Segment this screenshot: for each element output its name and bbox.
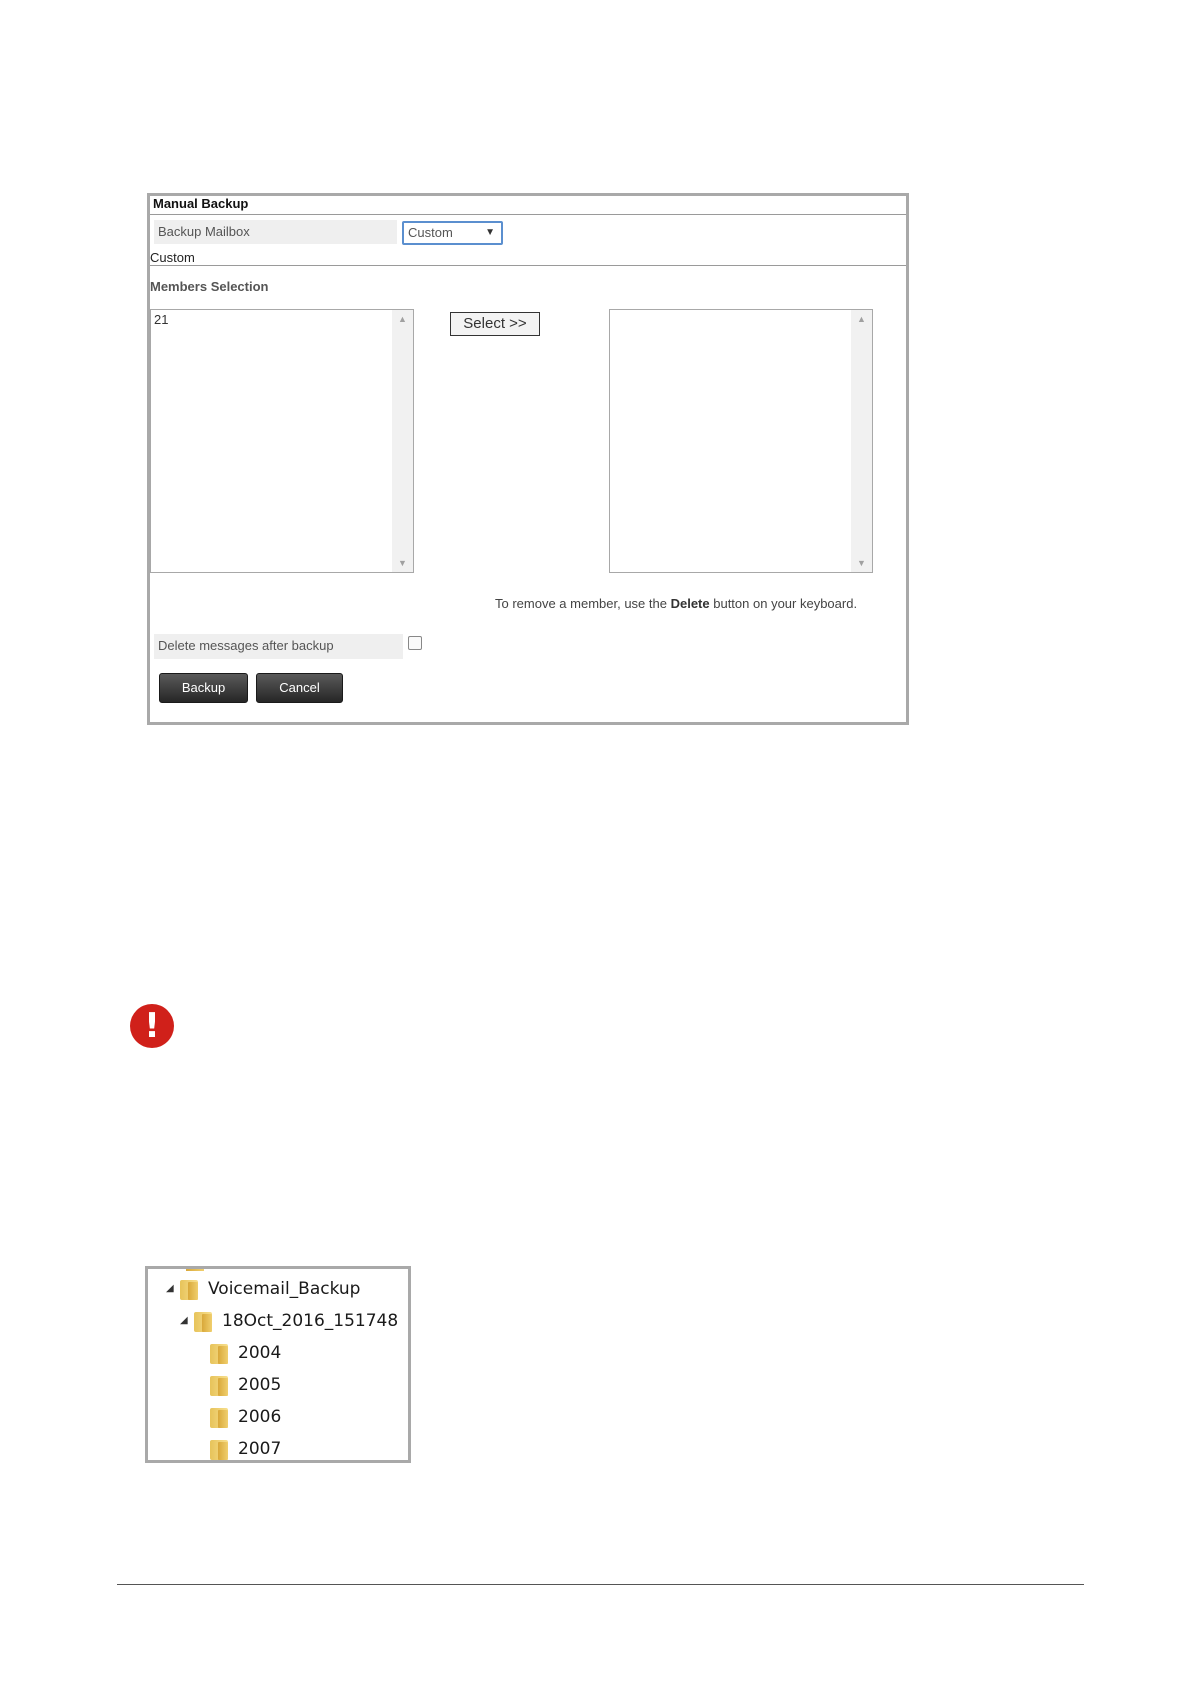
- chevron-down-icon: ▼: [485, 227, 495, 238]
- exclamation-circle-icon: !: [130, 1004, 174, 1048]
- tree-item-2005[interactable]: [210, 1371, 281, 1399]
- list-item[interactable]: 21: [154, 312, 169, 327]
- folder-icon: [186, 1266, 204, 1271]
- select-button[interactable]: Select >>: [450, 312, 540, 336]
- tree-item-label: 2004: [238, 1343, 282, 1363]
- folder-icon: [180, 1278, 200, 1300]
- folder-icon: [210, 1406, 230, 1428]
- folder-icon: [210, 1342, 230, 1364]
- folder-icon: [210, 1374, 230, 1396]
- scroll-down-icon[interactable]: ▼: [857, 558, 866, 568]
- selected-members-scrollbar[interactable]: [851, 310, 872, 572]
- tree-item-voicemail-backup[interactable]: [166, 1275, 360, 1303]
- remove-member-hint: [495, 596, 857, 611]
- delete-messages-checkbox[interactable]: [408, 636, 422, 650]
- scroll-down-icon[interactable]: ▼: [398, 558, 407, 568]
- cancel-button[interactable]: Cancel: [256, 673, 343, 703]
- tree-item-label: 18Oct_2016_151748: [222, 1311, 399, 1331]
- delete-messages-label: Delete messages after backup: [154, 634, 403, 659]
- members-selection-heading: Members Selection: [150, 279, 269, 294]
- tree-item-label: 2006: [238, 1407, 282, 1427]
- backup-button[interactable]: Backup: [159, 673, 248, 703]
- hint-suffix: button on your keyboard.: [709, 596, 858, 611]
- tree-item-2004[interactable]: [210, 1339, 281, 1367]
- folder-icon: [210, 1438, 230, 1460]
- hint-prefix: To remove a member, use the: [495, 596, 671, 611]
- tree-item-label: 2005: [238, 1375, 282, 1395]
- hint-delete-key: Delete: [670, 596, 710, 611]
- manual-backup-panel: [147, 193, 909, 725]
- title-divider: [150, 214, 906, 215]
- tree-item-backup-date[interactable]: [180, 1307, 398, 1335]
- available-members-scrollbar[interactable]: [392, 310, 413, 572]
- tree-item-2006[interactable]: [210, 1403, 281, 1431]
- tree-item-label: 2007: [238, 1439, 282, 1459]
- panel-title: Manual Backup: [153, 196, 249, 211]
- tree-item-label: Voicemail_Backup: [208, 1279, 361, 1299]
- backup-mailbox-label: Backup Mailbox: [154, 220, 397, 244]
- backup-mailbox-value: Custom: [408, 225, 453, 240]
- expand-arrow-icon[interactable]: ◢: [166, 1283, 174, 1294]
- custom-label: Custom: [150, 250, 195, 265]
- scroll-up-icon[interactable]: ▲: [857, 314, 866, 324]
- folder-icon: [194, 1310, 214, 1332]
- available-members-list[interactable]: [150, 309, 414, 573]
- backup-mailbox-select[interactable]: [402, 221, 503, 245]
- selected-members-list[interactable]: [609, 309, 873, 573]
- scroll-up-icon[interactable]: ▲: [398, 314, 407, 324]
- section-divider: [150, 265, 906, 266]
- expand-arrow-icon[interactable]: ◢: [180, 1315, 188, 1326]
- footer-divider: [117, 1584, 1084, 1585]
- folder-tree: [145, 1266, 411, 1463]
- tree-item-2007[interactable]: [210, 1435, 281, 1463]
